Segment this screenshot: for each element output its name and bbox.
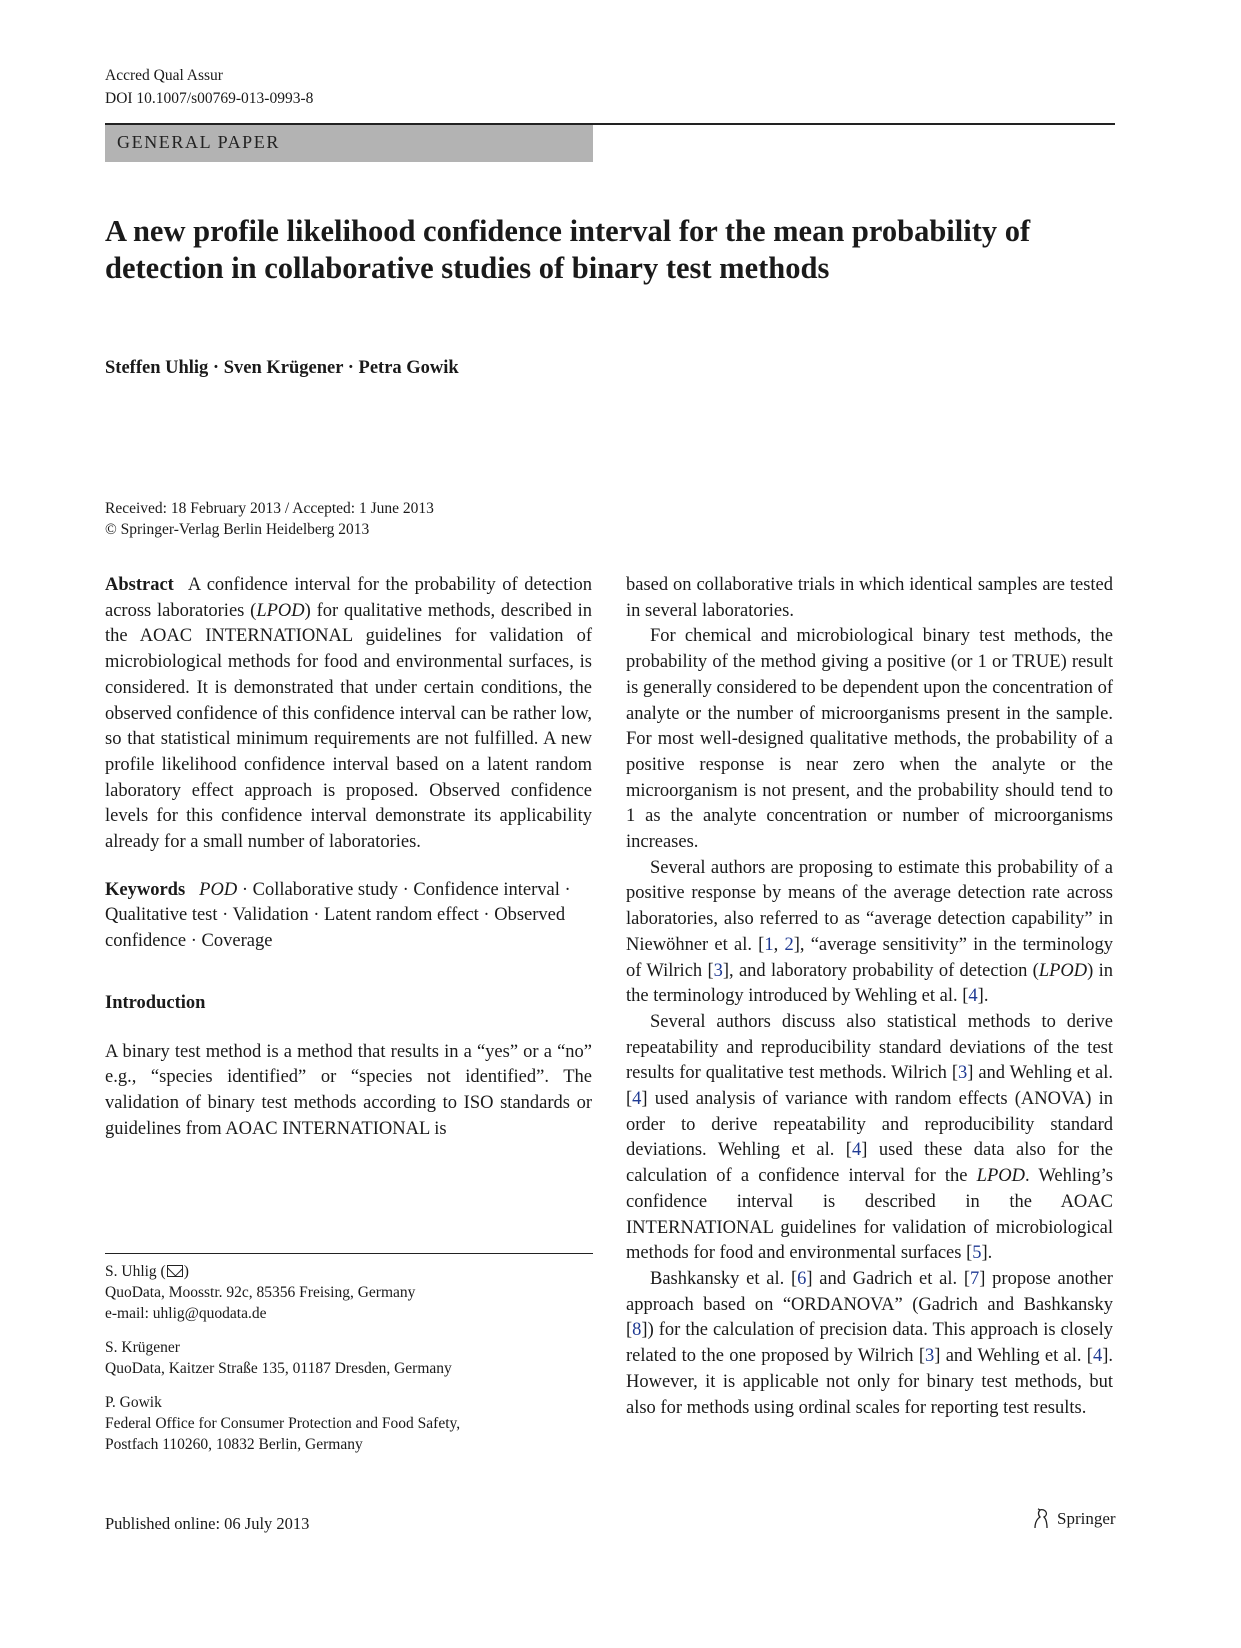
citation-link[interactable]: 1 [764,934,774,955]
citation-link[interactable]: 3 [958,1063,968,1084]
paragraph-1: based on collaborative trials in which identical samples are tested in several laboratories. [626,575,1113,621]
envelope-icon [167,1265,183,1277]
publication-dates [105,498,434,540]
paragraph-2: For chemical and microbiological binary test methods, the probability of the method giving a positive (or 1 or TRUE) result is generally considered to be dependent upon the concentration of analyte or the number of microorganisms present in the sample. For most well-designed qualitative methods, the probability of a positive response is near zero when the analyte or the microorganism is not present, and the probability should tend to 1 as the analyte concentration or number of microorganisms increases. [626,626,1113,853]
citation-link[interactable]: 5 [972,1243,982,1264]
received-accepted: Received: 18 February 2013 / Accepted: 1 June 2013 [105,500,434,517]
affiliation-gowik: P. Gowik Federal Office for Consumer Protection and Food Safety, Postfach 110260, 10832 Berlin, Germany [105,1394,461,1453]
abstract-heading: Abstract [105,575,174,595]
abstract: Abstract A confidence interval for the probability of detection across laboratories (LPOD) for qualitative methods, described in the AOAC INTERNATIONAL guidelines for validation of microbiological methods for food and environmental surfaces, is considered. It is demonstrated that under certain conditions, the observed confidence of this confidence interval can be rather low, so that statistical minimum requirements are not fulfilled. A new profile likelihood confidence interval based on a latent random laboratory effect approach is proposed. Observed confidence levels for this confidence interval demonstrate its applicability already for a small number of laboratories. [105,575,593,853]
left-column [105,573,592,1142]
publisher-logo [1031,1508,1116,1530]
paper-title: A new profile likelihood confidence interval for the mean probability of detection in collaborative studies of binary test methods [105,214,1031,285]
keywords-heading: Keywords [105,879,186,900]
citation-link[interactable]: 8 [632,1320,642,1341]
introduction-text: A binary test method is a method that results in a “yes” or a “no” e.g., “species identified” or “species not identified”. The validation of binary test methods according to ISO standards or guidelines from AOAC INTERNATIONAL is [105,1041,592,1139]
paragraph-4: Several authors discuss also statistical methods to derive repeatability and reproducibility standard deviations of the test results for qualitative test methods. Wilrich [3] and Wehling et al. [4] used analysis of variance with random effects (ANOVA) in order to derive repeatability and reproducibility standard deviations. Wehling et al. [4] used these data also for the calculation of a confidence interval for the LPOD. Wehling’s confidence interval is described in the AOAC INTERNATIONAL guidelines for validation of microbiological methods for food and environmental surfaces [5]. [626,1011,1113,1264]
introduction-heading: Introduction [105,992,206,1013]
citation-link[interactable]: 4 [632,1089,642,1110]
doi[interactable]: DOI 10.1007/s00769-013-0993-8 [105,90,314,107]
springer-horse-icon [1031,1508,1051,1530]
affiliation-kruegener: S. Krügener QuoData, Kaitzer Straße 135, 01187 Dresden, Germany [105,1339,452,1377]
keywords: Keywords POD · Collaborative study · Confidence interval · Qualitative test · Validation · Latent random effect · Observed confidence · Coverage [105,879,571,952]
citation-link[interactable]: 4 [968,986,978,1007]
citation-link[interactable]: 2 [784,934,794,955]
journal-name: Accred Qual Assur [105,67,223,84]
citation-link[interactable]: 6 [797,1268,807,1289]
citation-link[interactable]: 4 [851,1140,862,1161]
published-online: Published online: 06 July 2013 [105,1514,310,1533]
paragraph-3: Several authors are proposing to estimate this probability of a positive response by means of the average detection rate across laboratories, also referred to as “average detection capability” in Niewöhner et al. [1, 2], “average sensitivity” in the terminology of Wilrich [3], and laboratory probability of detection (LPOD) in the terminology introduced by Wehling et al. [4]. [626,857,1114,1007]
section-bar [105,125,593,162]
section-label: GENERAL PAPER [117,132,280,152]
copyright: © Springer-Verlag Berlin Heidelberg 2013 [105,521,370,538]
citation-link[interactable]: 3 [925,1346,935,1367]
citation-link[interactable]: 4 [1092,1346,1103,1367]
email-link[interactable]: e-mail: uhlig@quodata.de [105,1305,267,1322]
affiliation-uhlig: S. Uhlig ( ) QuoData, Moosstr. 92c, 85356 Freising, Germany e-mail: uhlig@quodata.de [105,1263,416,1322]
paragraph-5: Bashkansky et al. [6] and Gadrich et al. [7] propose another approach based on “ORDANOVA” (Gadrich and Bashkansky [8]) for the calculation of precision data. This approach is closely related to the one proposed by Wilrich [3] and Wehling et al. [4]. However, it is applicable not only for binary test methods, but also for methods using ordinal scales for reporting test results. [626,1268,1114,1418]
publisher-name: Springer [1057,1509,1116,1528]
journal-header [105,64,313,110]
author-list: Steffen Uhlig · Sven Krügener · Petra Gowik [105,358,459,378]
citation-link[interactable]: 3 [713,960,723,981]
affiliation-rule [105,1253,593,1254]
citation-link[interactable]: 7 [970,1268,980,1289]
right-column [626,573,1113,1421]
affiliations [105,1261,593,1468]
